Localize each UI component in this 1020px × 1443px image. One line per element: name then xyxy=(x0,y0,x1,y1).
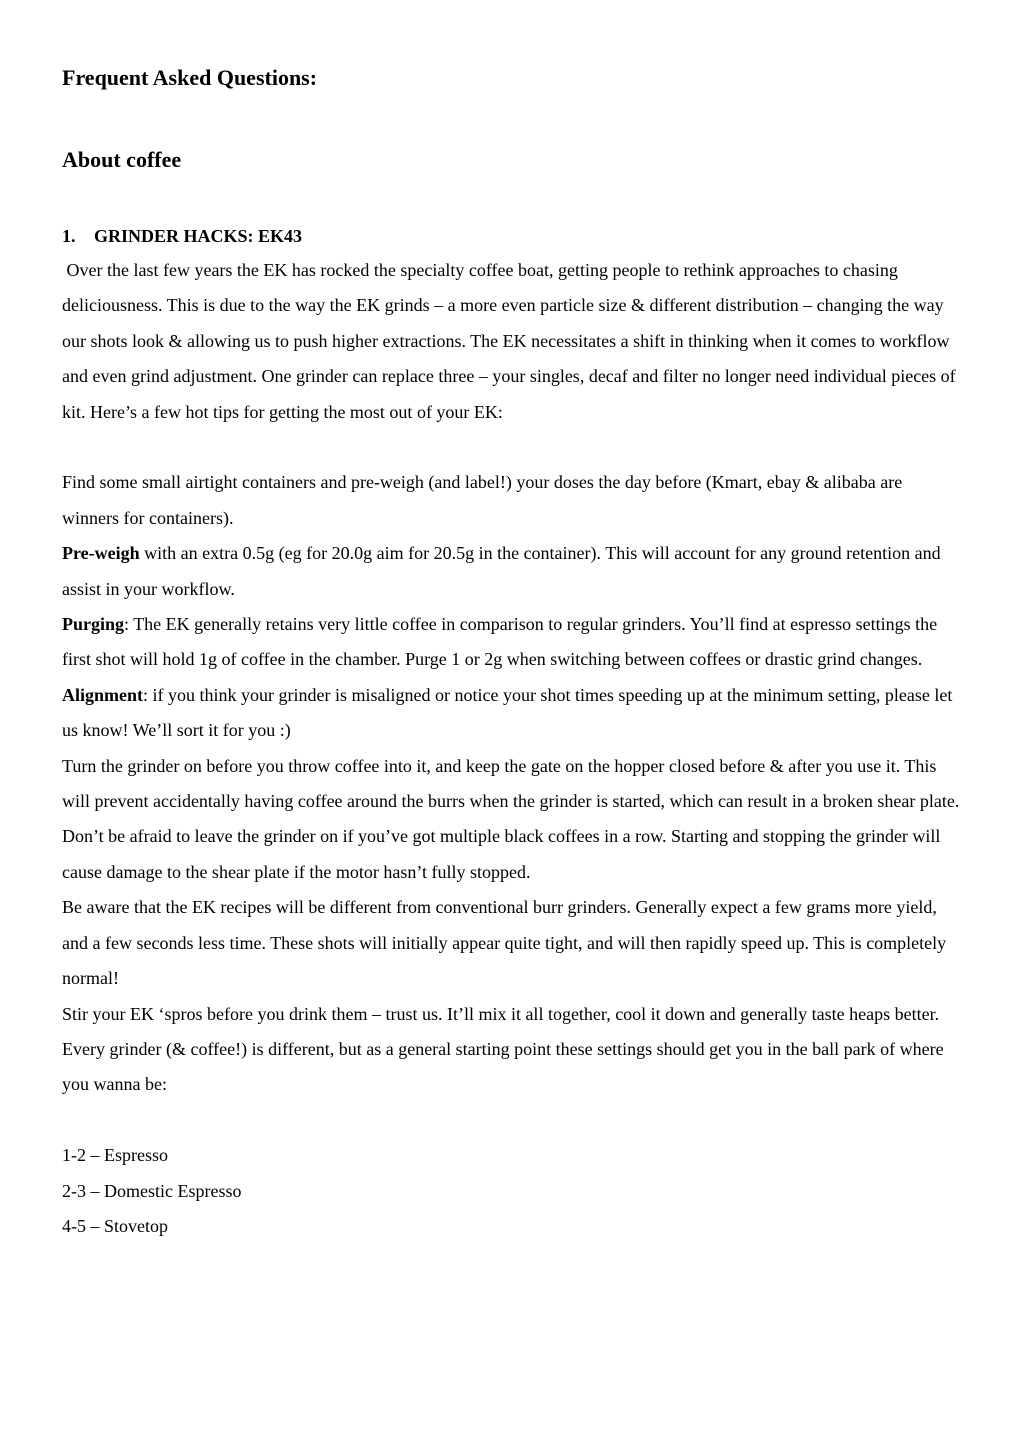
setting-item: 2-3 – Domestic Espresso xyxy=(62,1180,242,1201)
setting-item: 1-2 – Espresso xyxy=(62,1145,168,1166)
tip-turn-on: Turn the grinder on before you throw coffee into it, and keep the gate on the hopper closed before & after you use it. This will prevent accidentally having coffee around the burrs when the grinder is started, which can result in a broken shear plate. xyxy=(62,755,960,812)
tip-preweigh-text: with an extra 0.5g (eg for 20.0g aim for 20.5g in the container). This will account for any ground retention and assist in your workflow. xyxy=(62,543,941,599)
tip-preweigh xyxy=(62,536,962,607)
spacer xyxy=(62,430,962,465)
tip-stir: Stir your EK ‘spros before you drink them – trust us. It’ll mix it all together, cool it down and generally taste heaps better. xyxy=(62,1003,940,1024)
tip-alignment-label: Alignment xyxy=(62,684,143,705)
page-title: Frequent Asked Questions: xyxy=(62,65,318,90)
section-heading-text: GRINDER HACKS: EK43 xyxy=(94,226,303,246)
tip-preweigh-label: Pre-weigh xyxy=(62,543,140,564)
tip-recipes: Be aware that the EK recipes will be different from conventional burr grinders. Generally expect a few grams more yield, and a few seconds less time. These shots will initially appear quite tight, and will then rapidly speed up. This is completely normal! xyxy=(62,897,947,989)
tip-alignment-text: : if you think your grinder is misaligned or notice your shot times speeding up at the minimum setting, please let us know! We’ll sort it for you :) xyxy=(62,684,953,741)
setting-item: 4-5 – Stovetop xyxy=(62,1215,168,1236)
section-subtitle: About coffee xyxy=(62,147,182,172)
section-heading xyxy=(62,223,302,249)
section-number: 1. xyxy=(62,226,76,246)
tip-containers: Find some small airtight containers and pre-weigh (and label!) your doses the day before (Kmart, ebay & alibaba are winners for containers). xyxy=(62,472,903,528)
tip-purging xyxy=(62,607,962,678)
tip-purging-label: Purging xyxy=(62,614,125,635)
document-body xyxy=(62,253,962,1244)
tip-leave-on: Don’t be afraid to leave the grinder on if you’ve got multiple black coffees in a row. Starting and stopping the grinder will cause damage to the shear plate if the motor hasn’t fully stopped. xyxy=(62,826,941,882)
intro-paragraph: Over the last few years the EK has rocked the specialty coffee boat, getting people to rethink approaches to chasing deliciousness. This is due to the way the EK grinds – a more even particle size & different distribution – changing the way our shots look & allowing us to push higher extractions. The EK necessitates a shift in thinking when it comes to workflow and even grind adjustment. One grinder can replace three – your singles, decaf and filter no longer need individual pieces of kit. Here’s a few hot tips for getting the most out of your EK: xyxy=(62,260,961,422)
tip-purging-text: : The EK generally retains very little coffee in comparison to regular grinders. You’ll find at espresso settings the first shot will hold 1g of coffee in the chamber. Purge 1 or 2g when switching between coffees or drastic grind changes. xyxy=(62,614,938,670)
tip-settings-intro: Every grinder (& coffee!) is different, but as a general starting point these settings should get you in the ball park of where you wanna be: xyxy=(62,1038,944,1095)
tip-alignment xyxy=(62,678,962,749)
spacer xyxy=(62,1103,962,1138)
